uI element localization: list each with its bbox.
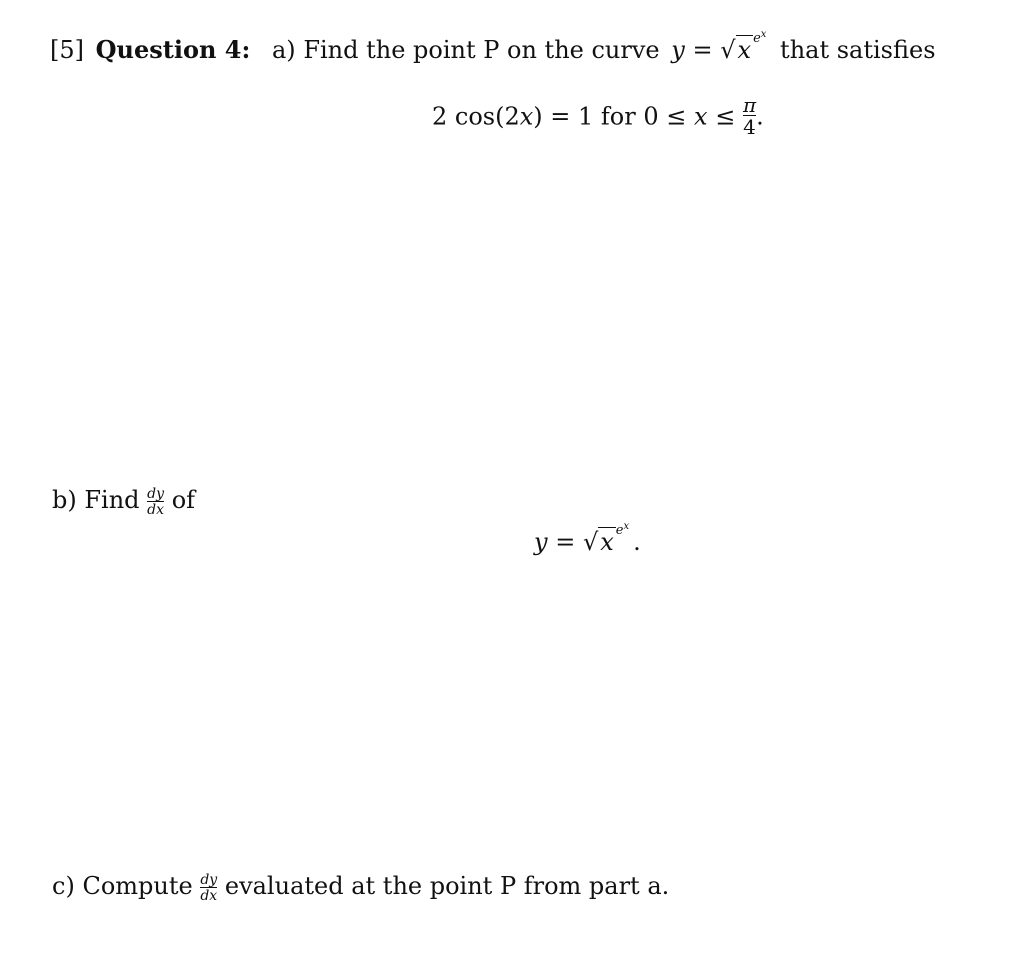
question-label: Question 4: xyxy=(95,35,251,64)
part-a-label: a) xyxy=(272,36,296,64)
points-label: [5] xyxy=(50,36,84,64)
curve-y: y xyxy=(671,36,685,64)
part-a-text-after: that satisfies xyxy=(780,36,936,64)
part-b-label: b) xyxy=(52,486,77,514)
part-b-equation: y = √x $^{e^x}$. xyxy=(534,521,641,556)
part-c-label: c) xyxy=(52,872,75,900)
part-c-line: c) Compute $\frac{dy}{dx}$ evaluated at the point P from part a. xyxy=(52,871,670,904)
pi-over-four: $\frac{\pi}{4}$ xyxy=(742,93,757,139)
part-b-line: b) Find $\frac{dy}{dx}$ of xyxy=(52,485,196,518)
curve-expression xyxy=(720,29,767,70)
curve-equals: = xyxy=(692,36,713,64)
part-a-text: Find the point P on the curve xyxy=(303,36,660,64)
radicand-x: x xyxy=(737,36,752,64)
exponent: ex xyxy=(753,29,767,46)
part-a-equation: 2 cos(2x) = 1 for 0 ≤ x ≤ $\frac{\pi}{4}$ . xyxy=(432,93,764,139)
sqrt-symbol: √ xyxy=(720,36,736,64)
question-4-header xyxy=(50,29,936,70)
dy-dx-fraction: $\frac{dy}{dx}$ xyxy=(147,485,165,518)
dy-dx-fraction: $\frac{dy}{dx}$ xyxy=(200,871,218,904)
